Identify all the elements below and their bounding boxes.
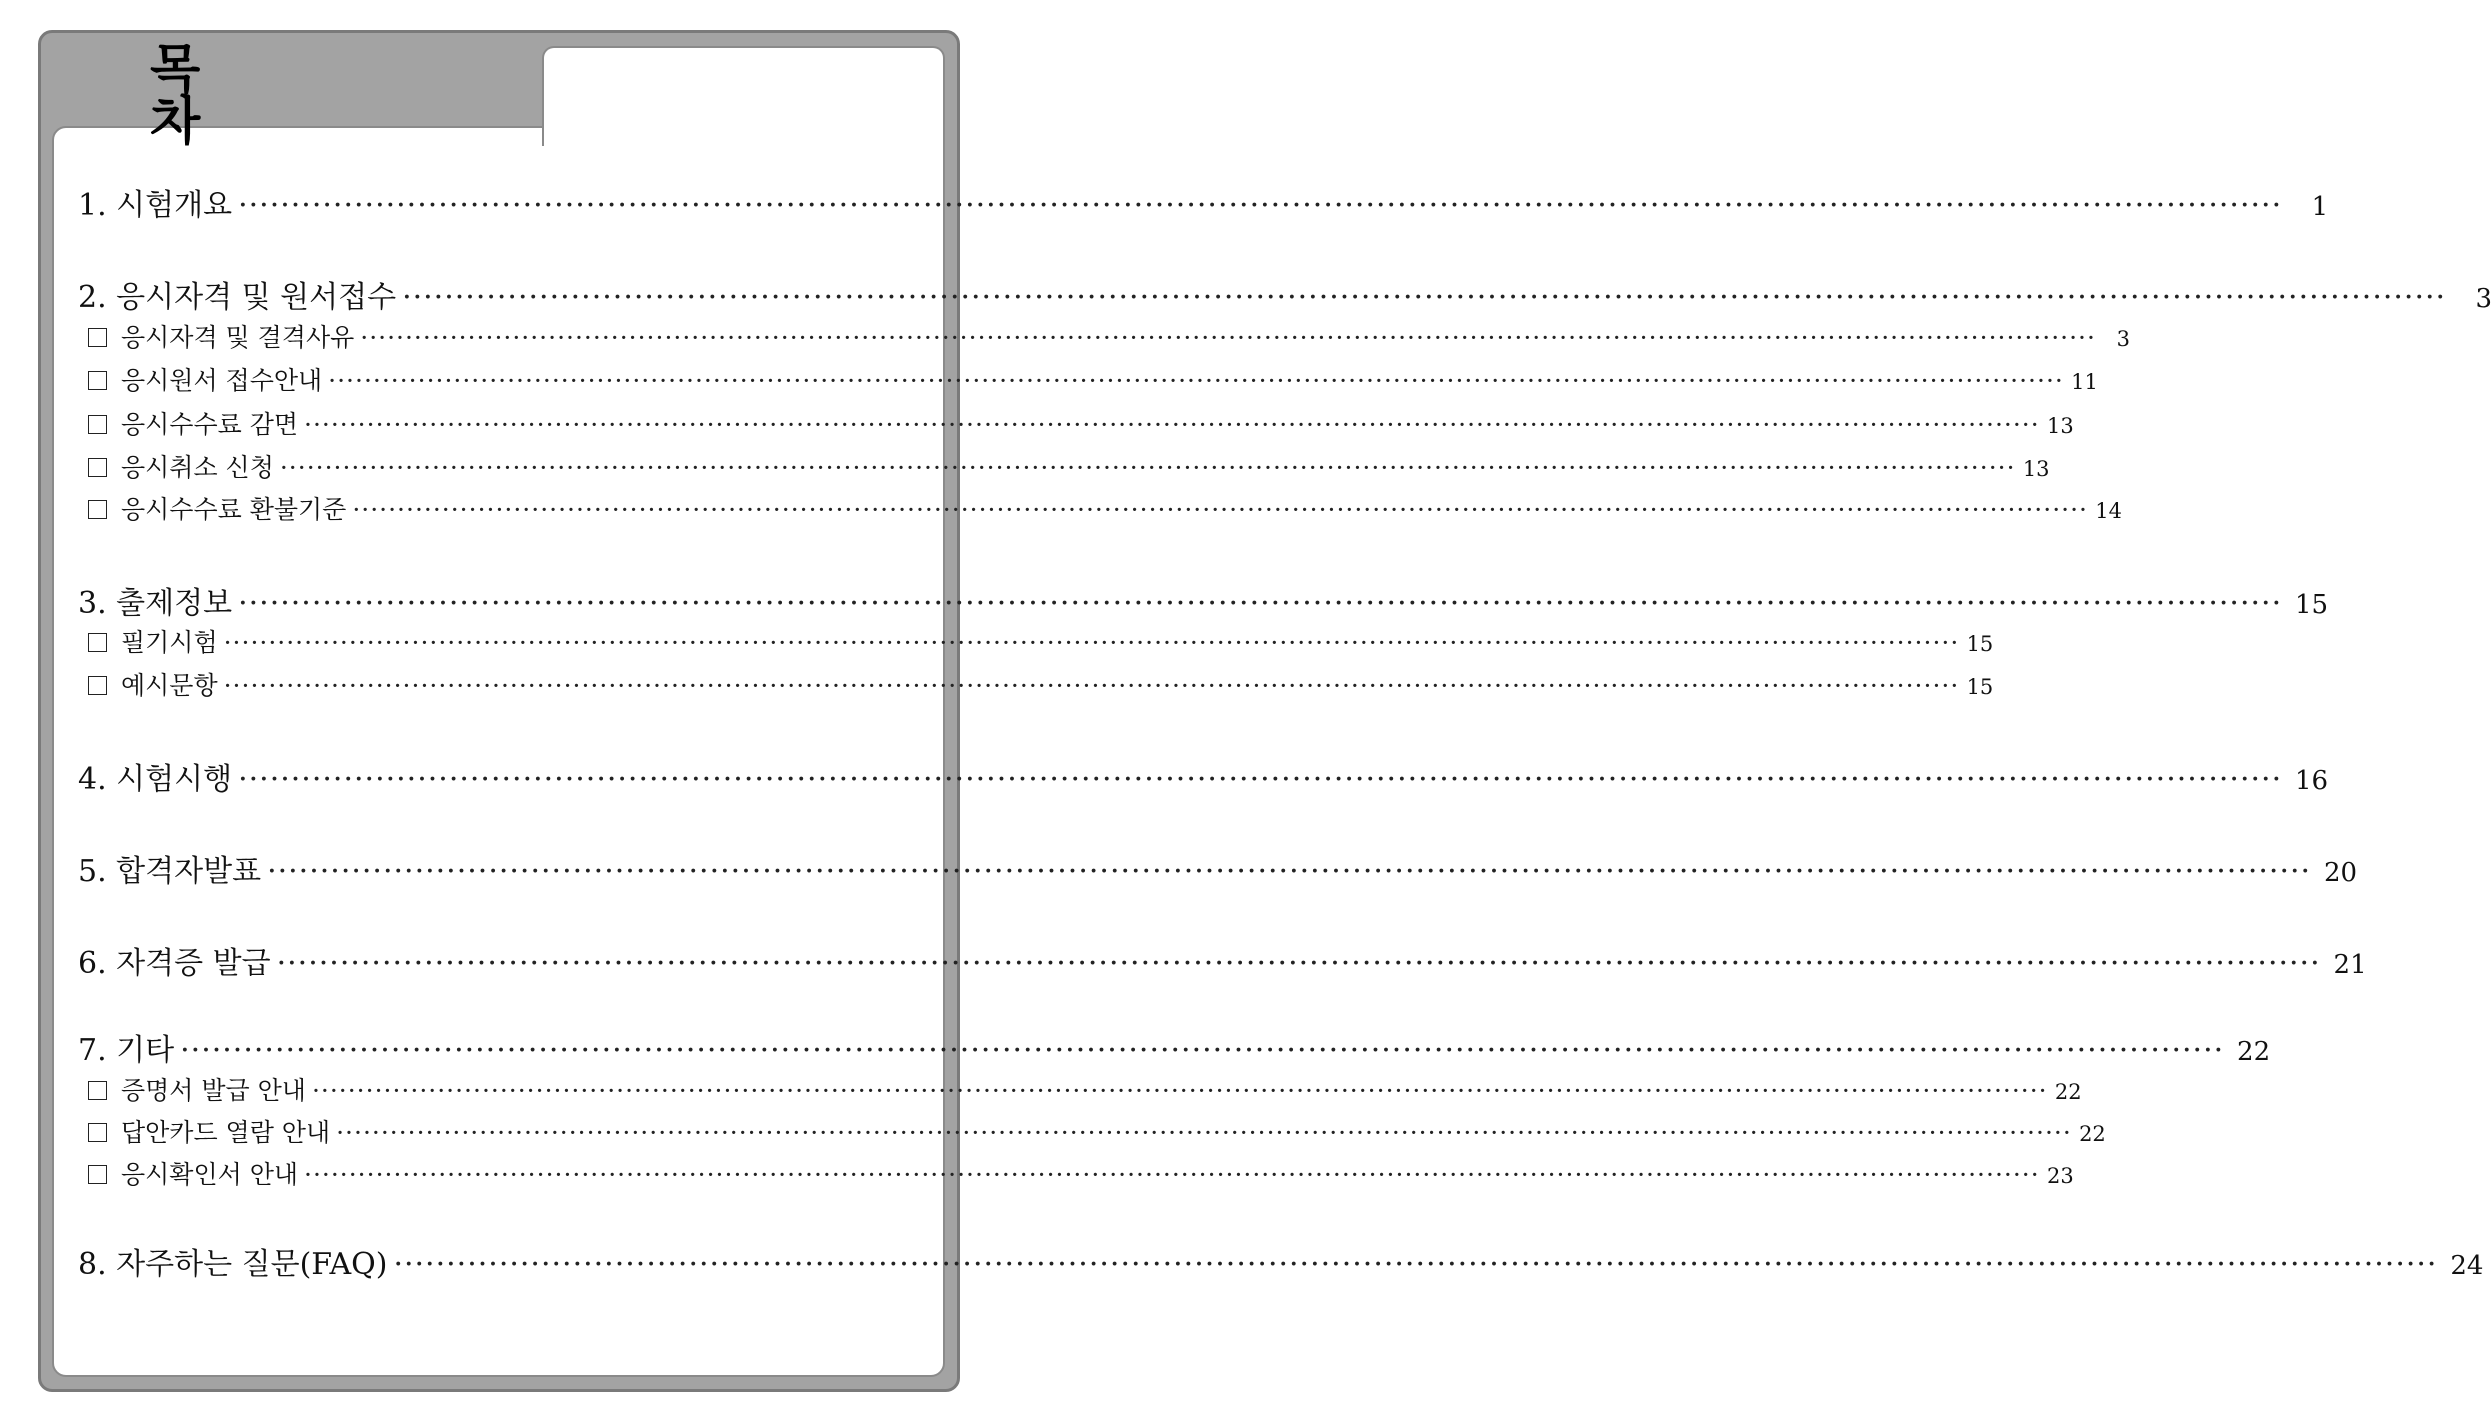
dot-leader: ·································································································································································································· [336, 1118, 2072, 1147]
toc-label: 6. 자격증 발급 [78, 946, 271, 981]
toc-page: 14 [2095, 499, 2122, 523]
checkbox-square-icon [88, 633, 107, 652]
toc-subentry[interactable] [88, 448, 2050, 484]
tab-joint [544, 120, 943, 140]
toc-subentry[interactable] [88, 318, 2130, 354]
toc-page: 15 [2295, 590, 2329, 620]
toc-page: 11 [2071, 370, 2098, 394]
toc-subentry[interactable] [88, 490, 2122, 526]
toc-subentry[interactable] [88, 361, 2098, 397]
checkbox-square-icon [88, 458, 107, 477]
toc-page: 22 [2079, 1122, 2106, 1146]
toc-page: 24 [2450, 1251, 2484, 1281]
checkbox-square-icon [88, 676, 107, 695]
checkbox-square-icon [88, 371, 107, 390]
toc-subentry[interactable] [88, 1155, 2074, 1191]
dot-leader: ·································································································································································································· [402, 280, 2447, 315]
dot-leader: ·································································································································································································· [180, 1033, 2225, 1068]
toc-label: 응시자격 및 결격사유 [121, 323, 355, 352]
toc-entry-5[interactable] [78, 846, 2358, 889]
toc-label: 5. 합격자발표 [78, 854, 262, 889]
toc-label: 답안카드 열람 안내 [121, 1118, 331, 1147]
toc-entry-4[interactable] [78, 754, 2329, 797]
toc-label: 1. 시험개요 [78, 188, 233, 223]
toc-label: 응시취소 신청 [121, 453, 274, 482]
toc-label: 8. 자주하는 질문(FAQ) [78, 1247, 388, 1282]
toc-page: 3 [2475, 284, 2492, 314]
toc-label: 응시확인서 안내 [121, 1160, 298, 1189]
toc-subentry[interactable] [88, 623, 1994, 659]
toc-page: 21 [2333, 950, 2367, 980]
dot-leader: ·································································································································································································· [223, 671, 1960, 700]
toc-label: 4. 시험시행 [78, 762, 233, 797]
toc-page: 23 [2046, 1164, 2074, 1188]
dot-leader: ·································································································································································································· [238, 762, 2283, 797]
toc-entry-2[interactable] [78, 272, 2492, 315]
toc-subentry[interactable] [88, 666, 1994, 702]
toc-entry-3[interactable] [78, 578, 2329, 621]
toc-label: 7. 기타 [78, 1033, 175, 1068]
dot-leader: ·································································································································································································· [223, 628, 1960, 657]
toc-label: 증명서 발급 안내 [121, 1076, 306, 1105]
toc-entry-7[interactable] [78, 1025, 2271, 1068]
dot-leader: ·································································································································································································· [304, 1160, 2040, 1189]
toc-label: 응시수수료 감면 [121, 410, 298, 439]
toc-subentry[interactable] [88, 1113, 2106, 1149]
dot-leader: ·································································································································································································· [393, 1247, 2438, 1282]
toc-label: 3. 출제정보 [78, 586, 233, 621]
dot-leader: ·································································································································································································· [360, 323, 2096, 352]
toc-page: 20 [2323, 858, 2358, 888]
toc-entry-8[interactable] [78, 1239, 2484, 1282]
dot-leader: ·································································································································································································· [311, 1076, 2048, 1105]
toc-page: 1 [2311, 192, 2329, 222]
toc-page: 22 [2054, 1080, 2082, 1104]
checkbox-square-icon [88, 1165, 107, 1184]
dot-leader: ·································································································································································································· [279, 453, 2016, 482]
dot-leader: ·································································································································································································· [352, 495, 2088, 524]
toc-entry-1[interactable] [78, 180, 2329, 223]
toc-label: 예시문항 [121, 671, 218, 700]
toc-page: 15 [1966, 632, 1994, 656]
dot-leader: ·································································································································································································· [304, 410, 2040, 439]
dot-leader: ·································································································································································································· [276, 946, 2321, 981]
toc-label: 응시수수료 환불기준 [121, 495, 347, 524]
toc-page: 22 [2237, 1037, 2271, 1067]
toc-subentry[interactable] [88, 1071, 2082, 1107]
toc-label: 응시원서 접수안내 [121, 366, 323, 395]
toc-subentry[interactable] [88, 405, 2074, 441]
checkbox-square-icon [88, 500, 107, 519]
checkbox-square-icon [88, 328, 107, 347]
dot-leader: ·································································································································································································· [238, 188, 2283, 223]
toc-page: 15 [1966, 675, 1994, 699]
checkbox-square-icon [88, 1123, 107, 1142]
dot-leader: ·································································································································································································· [238, 586, 2283, 621]
checkbox-square-icon [88, 415, 107, 434]
page-title: 목 차 [150, 40, 261, 152]
toc-page: 3 [2116, 327, 2130, 351]
toc-page: 13 [2046, 414, 2074, 438]
dot-leader: ·································································································································································································· [328, 366, 2064, 395]
toc-page: 13 [2022, 457, 2050, 481]
checkbox-square-icon [88, 1081, 107, 1100]
toc-entry-6[interactable] [78, 938, 2367, 981]
dot-leader: ·································································································································································································· [267, 854, 2312, 889]
toc-label: 필기시험 [121, 628, 218, 657]
toc-page: 16 [2295, 766, 2329, 796]
toc-label: 2. 응시자격 및 원서접수 [78, 280, 397, 315]
